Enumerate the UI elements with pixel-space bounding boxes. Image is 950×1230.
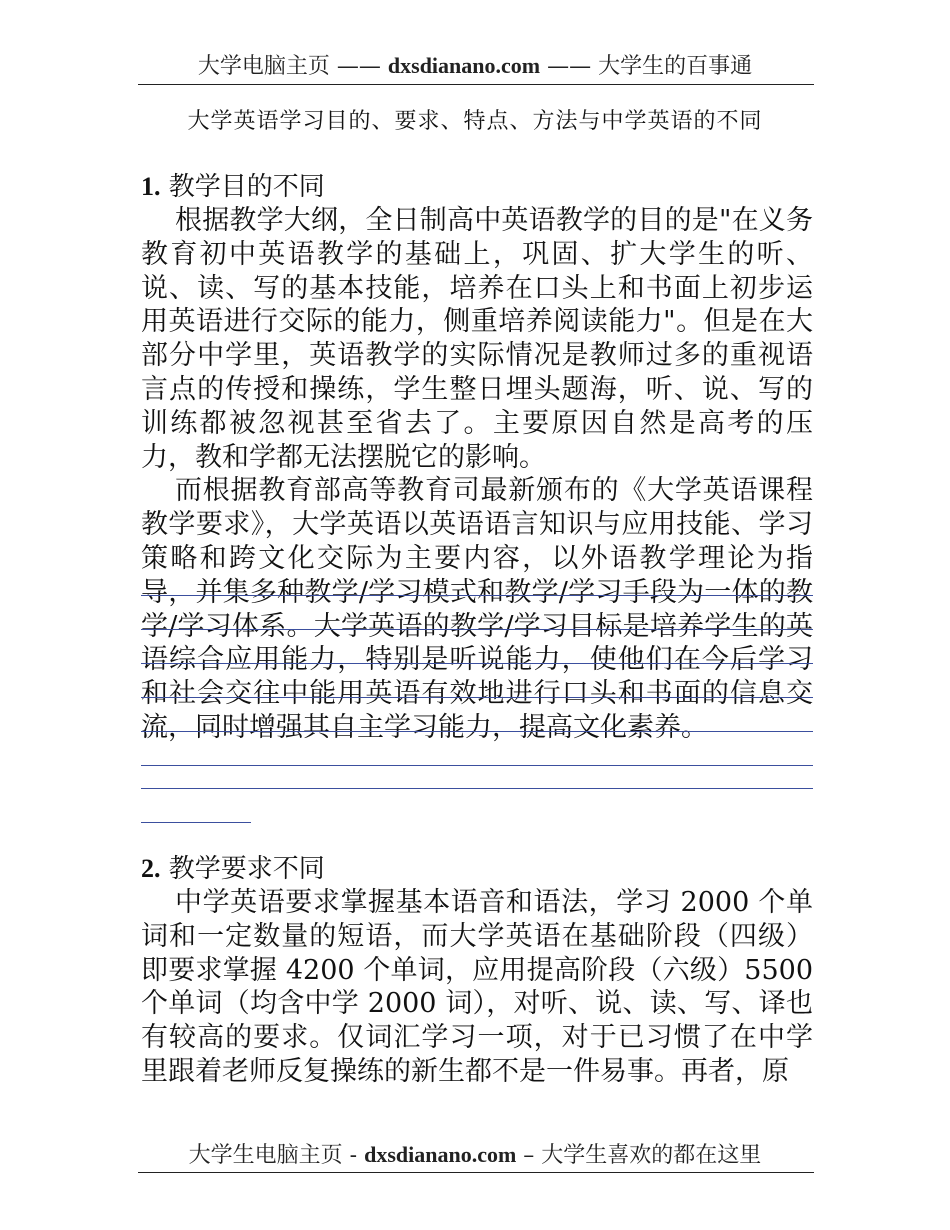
paragraph: 而根据教育部高等教育司最新颁布的《大学英语课程教学要求》，大学英语以英语语言知识与应用技能、学习策略和跨文化交际为主要内容，以外语教学理论为指导，并集多种教学/学习模式和教学/学习手段为一体的教学/学习体系。大学英语的教学/学习目标是培养学生的英语综合应用能力，特别是听说能力，使他们在今后学习和社会交往中能用英语有效地进行口头和书面的信息交流，同时增强其自主学习能力，提高文化素养。	[141, 475, 813, 743]
underline	[141, 788, 813, 789]
document-title: 大学英语学习目的、要求、特点、方法与中学英语的不同	[187, 109, 763, 134]
section-number: 2.	[141, 854, 161, 883]
footer-rule	[138, 1172, 814, 1173]
section-heading-text: 教学目的不同	[168, 172, 325, 202]
section-heading	[141, 170, 813, 204]
underline	[141, 765, 813, 766]
underline	[141, 822, 251, 823]
page-footer	[0, 1140, 950, 1171]
header-left-text: 大学电脑主页 ——	[197, 54, 388, 79]
footer-right-text: – 大学生喜欢的都在这里	[516, 1143, 762, 1168]
header-site-link[interactable]: dxsdianano.com	[387, 53, 541, 78]
section-teaching-requirements	[141, 852, 813, 1089]
footer-left-text: 大学生电脑主页 -	[188, 1143, 365, 1168]
section-heading	[141, 852, 813, 886]
paragraph: 根据教学大纲，全日制高中英语教学的目的是"在义务教育初中英语教学的基础上，巩固、扩大学生的听、说、读、写的基本技能，培养在口头上和书面上初步运用英语进行交际的能力，侧重培养阅读能力"。但是在大部分中学里，英语教学的实际情况是教师过多的重视语言点的传授和操练，学生整日埋头题海，听、说、写的训练都被忽视甚至省去了。主要原因自然是高考的压力，教和学都无法摆脱它的影响。	[141, 205, 813, 473]
section-teaching-purpose	[141, 170, 813, 745]
section-number: 1.	[141, 172, 161, 201]
footer-site-link[interactable]: dxsdianano.com	[364, 1142, 517, 1167]
header-right-text: —— 大学生的百事通	[540, 54, 753, 79]
section-heading-text: 教学要求不同	[168, 854, 325, 884]
page-header	[0, 50, 950, 83]
header-rule	[138, 84, 814, 85]
paragraph: 中学英语要求掌握基本语音和语法，学习 2000 个单词和一定数量的短语，而大学英语在基础阶段（四级）即要求掌握 4200 个单词，应用提高阶段（六级）5500 个单词（均含中学 2000 词），对听、说、读、写、译也有较高的要求。仅词汇学习一项，对于已习惯了在中学里跟着老师反复操练的新生都不是一件易事。再者，原	[141, 887, 813, 1087]
